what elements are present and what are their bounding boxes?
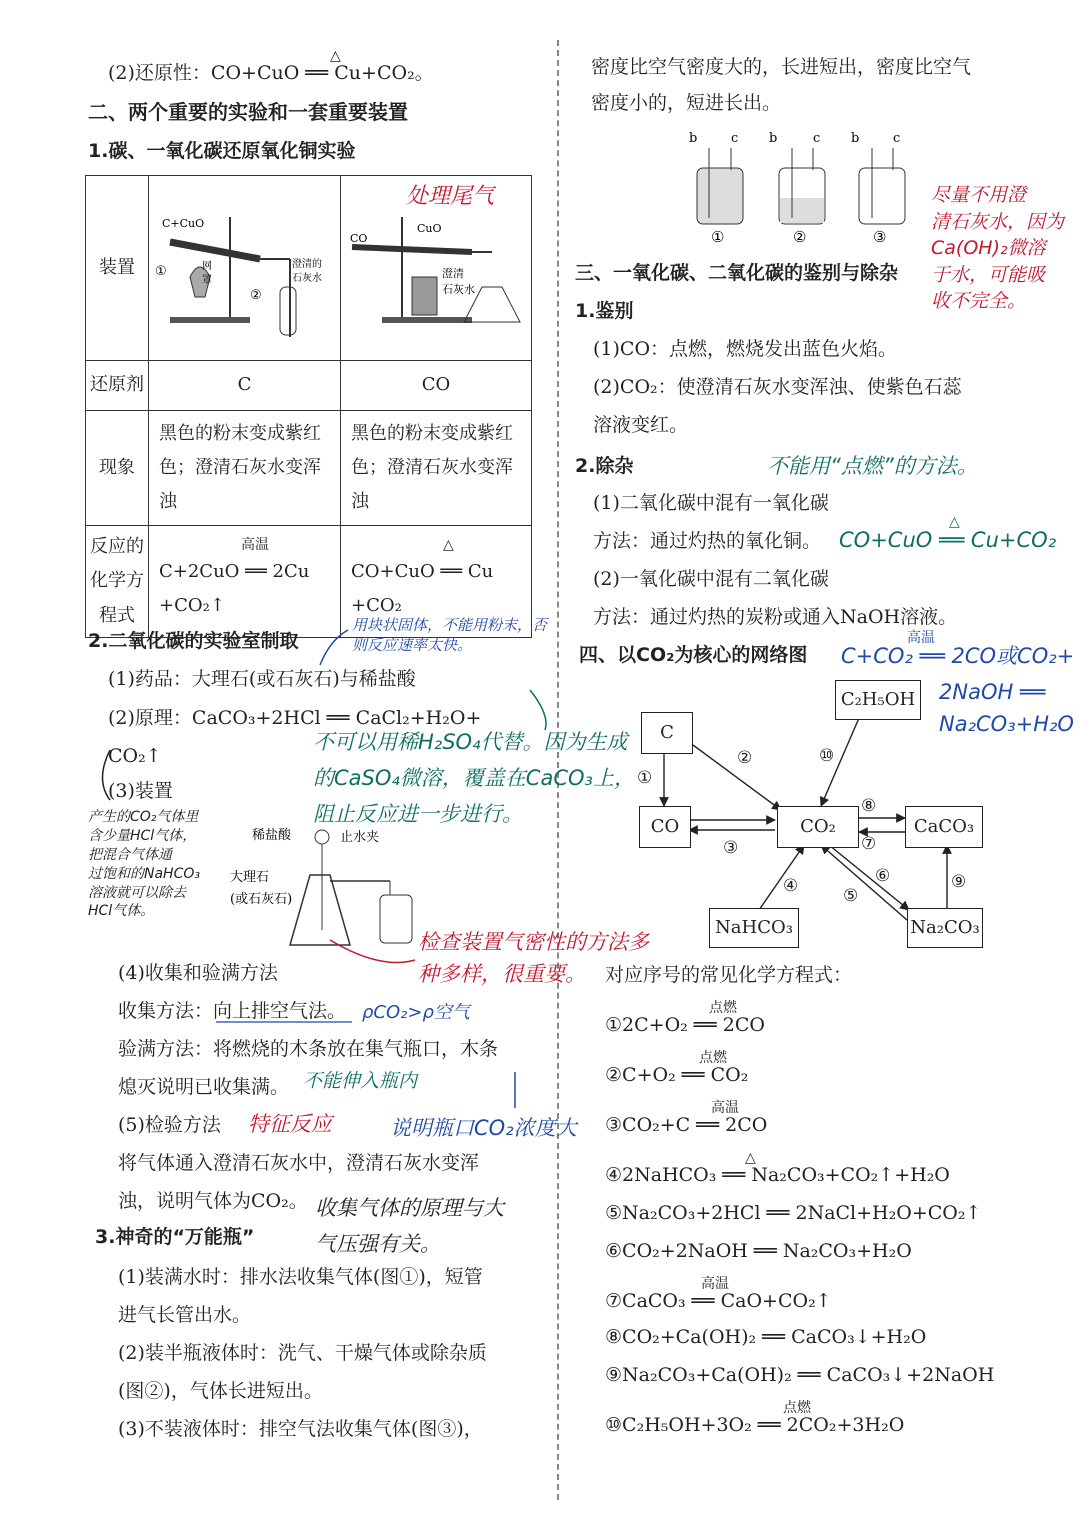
device-title: (3)装置 [108,780,173,802]
bottle-2b: (图②)，气体长进短出。 [118,1380,323,1402]
bottle-3a: (3)不装液体时：排空气法收集气体(图③)， [118,1418,483,1440]
co-apparatus-figure [342,197,530,353]
svg-text:c: c [813,131,821,146]
remove-2: (2)一氧化碳中混有二氧化碳 [593,568,829,590]
experiment-table [85,175,532,638]
identify-co2-1: (2)CO₂：使澄清石灰水变浑浊、使紫色石蕊 [593,376,962,398]
note-block-solid: 用块状固体，不能用粉末，否则反应速率太快。 [352,616,548,654]
arrow-num-6: ⑥ [875,866,891,886]
svg-text:澄清的: 澄清的 [292,259,322,270]
equation-4-condition: △ [745,1150,756,1166]
note-h2so4-2: 的CaSO₄微溶，覆盖在CaCO₃上， [313,766,635,790]
equation-2: ②C+O₂ ══ CO₂ [605,1064,749,1086]
section-3-title: 三、一氧化碳、二氧化碳的鉴别与除杂 [575,262,899,284]
svg-text:b: b [769,131,778,146]
equations-title: 对应序号的常见化学方程式： [605,964,853,986]
note-eq-2: 2NaOH ══ [939,680,1046,704]
svg-text:b: b [851,131,860,146]
node-c: C [641,712,693,754]
svg-text:稀盐酸: 稀盐酸 [252,828,292,843]
note-h2so4-1: 不可以用稀H₂SO₄代替。因为生成 [313,730,628,754]
bottle-1b: 进气长管出水。 [118,1304,252,1326]
arrow-num-1: ① [637,768,653,788]
arrow-num-8: ⑧ [861,796,877,816]
svg-text:CO: CO [350,232,368,245]
equation-4: ④2NaHCO₃ ══ Na₂CO₃+CO₂↑+H₂O [605,1164,950,1186]
reducing-property: (2)还原性：CO+CuO ══ Cu+CO₂。 [108,62,434,84]
note-not-inside: 不能伸入瓶内 [303,1070,418,1092]
note-no-burn: 不能用“点燃”的方法。 [767,454,978,478]
equation-5: ⑤Na₂CO₃+2HCl ══ 2NaCl+H₂O+CO₂↑ [605,1202,982,1224]
equation-9: ⑨Na₂CO₃+Ca(OH)₂ ══ CaCO₃↓+2NaOH [605,1364,995,1386]
arrow-num-7: ⑦ [861,834,877,854]
node-na2co3: Na₂CO₃ [907,908,983,948]
reducer-co: CO [341,360,532,410]
table-head-phenomenon: 现象 [86,410,149,526]
svg-text:网: 网 [202,261,212,272]
remove-1-condition: △ [949,514,960,530]
note-eq-1: C+CO₂ ══ 2CO或CO₂+ [841,644,1075,668]
equation-10: ⑩C₂H₅OH+3O₂ ══ 2CO₂+3H₂O [605,1414,905,1436]
note-airtight-1: 检查装置气密性的方法多 [418,930,649,954]
table-head-device: 装置 [86,176,149,361]
note-hcl: 产生的CO₂气体里 含少量HCl气体， 把混合气体通 过饱和的NaHCO₃ 溶液就可以除去 HCl气体。 [88,809,200,920]
arrow-num-9: ⑨ [951,872,967,892]
bottle-2a: (2)装半瓶液体时：洗气、干燥气体或除杂质 [118,1342,487,1364]
co2-generator-figure [230,815,430,955]
section-4-title: 四、以CO₂为核心的网络图 [579,644,808,666]
test-line-1: 将气体通入澄清石灰水中，澄清石灰水变浑 [118,1152,480,1174]
equation-1-condition: 点燃 [709,1000,737,1016]
svg-text:②: ② [793,228,807,246]
equation-7-condition: 高温 [701,1276,729,1292]
principle-line-2: CO₂↑ [108,745,162,767]
note-h2so4-3: 阻止反应进一步进行。 [313,802,523,826]
equation-3-condition: 高温 [711,1100,739,1116]
phenomenon-co: 黑色的粉末变成紫红色；澄清石灰水变浑浊 [341,410,532,526]
arrow-num-5: ⑤ [843,886,859,906]
note-eq-3: Na₂CO₃+H₂O [939,712,1074,736]
equation-3: ③CO₂+C ══ 2CO [605,1114,768,1136]
identify-title: 1.鉴别 [575,300,634,322]
carbon-apparatus-cell [149,176,341,361]
svg-text:罩: 罩 [202,275,212,286]
node-co: CO [639,806,691,848]
arrow-num-10: ⑩ [819,746,835,766]
note-eq-condition: 高温 [907,630,935,646]
remove-1-method: 方法：通过灼热的氧化铜。 [593,530,822,552]
fig-label-c-cuo: C+CuO [162,217,205,230]
bottle-1a: (1)装满水时：排水法收集气体(图①)，短管 [118,1266,483,1288]
svg-text:①: ① [711,228,725,246]
reducer-c: C [149,360,341,410]
phenomenon-c: 黑色的粉末变成紫红色；澄清石灰水变浑浊 [149,410,341,526]
collect-method: 收集方法：向上排空气法。 [118,1000,347,1022]
section-2-3-title: 3.神奇的“万能瓶” [95,1226,255,1248]
reducing-condition: △ [330,48,341,64]
svg-text:(或石灰石): (或石灰石) [230,892,293,907]
arrow-num-2: ② [737,748,753,768]
svg-text:c: c [893,131,901,146]
svg-text:c: c [731,131,739,146]
full-method-1: 验满方法：将燃烧的木条放在集气瓶口，木条 [118,1038,499,1060]
remove-title: 2.除杂 [575,455,634,477]
node-ethanol: C₂H₅OH [835,680,921,720]
equation-2-condition: 点燃 [699,1050,727,1066]
note-pressure-1: 收集气体的原理与大 [315,1196,504,1220]
remove-1-equation: CO+CuO ══ Cu+CO₂ [839,528,1057,552]
principle-line-1: (2)原理：CaCO₃+2HCl ══ CaCl₂+H₂O+ [108,707,482,729]
remove-2-method: 方法：通过灼热的炭粉或通入NaOH溶液。 [593,606,958,628]
carbon-apparatus-figure [150,187,336,343]
note-density: ρCO₂>ρ空气 [362,1002,470,1023]
note-airtight-2: 种多样，很重要。 [418,962,586,986]
density-line-2: 密度小的，短进长出。 [591,92,782,114]
identify-co: (1)CO：点燃，燃烧发出蓝色火焰。 [593,338,898,360]
table-head-reducer: 还原剂 [86,360,149,410]
svg-text:b: b [689,131,698,146]
equation-1: ①2C+O₂ ══ 2CO [605,1014,765,1036]
node-nahco3: NaHCO₃ [709,908,799,948]
right-column [559,0,1080,1531]
equation-8: ⑧CO₂+Ca(OH)₂ ══ CaCO₃↓+H₂O [605,1326,927,1348]
svg-text:石灰水: 石灰水 [292,273,322,284]
node-co2: CO₂ [777,806,859,848]
equation-co: △ CO+CuO ══ Cu +CO₂ [341,526,532,638]
collect-title: (4)收集和验满方法 [118,962,278,984]
note-limewater: 尽量不用澄 清石灰水，因为 Ca(OH)₂微溶 于水，可能吸 收不完全。 [931,184,1065,313]
equation-7: ⑦CaCO₃ ══ CaO+CO₂↑ [605,1290,832,1312]
co-apparatus-cell [341,176,532,361]
table-head-equation: 反应的化学方程式 [86,526,149,638]
svg-text:大理石: 大理石 [230,870,270,885]
svg-text:②: ② [250,288,262,303]
note-feature: 特征反应 [248,1112,332,1136]
svg-text:澄清: 澄清 [442,267,464,280]
remove-1: (1)二氧化碳中混有一氧化碳 [593,492,829,514]
identify-co2-2: 溶液变红。 [593,414,689,436]
full-method-2: 熄灭说明已收集满。 [118,1076,290,1098]
drug-line: (1)药品：大理石(或石灰石)与稀盐酸 [108,668,416,690]
arrow-num-3: ③ [723,838,739,858]
density-line-1: 密度比空气密度大的，长进短出，密度比空气 [591,56,972,78]
node-caco3: CaCO₃ [905,806,983,848]
note-concentration: 说明瓶口CO₂浓度大 [390,1116,577,1140]
svg-text:石灰水: 石灰水 [442,283,475,296]
equation-10-condition: 点燃 [783,1400,811,1416]
svg-text:①: ① [155,264,167,279]
equation-c: 高温 C+2CuO ══ 2Cu +CO₂↑ [149,526,341,638]
svg-text:③: ③ [873,228,887,246]
arrow-num-4: ④ [783,876,799,896]
section-2-title: 二、两个重要的实验和一套重要装置 [88,100,408,124]
note-pressure-2: 气压强有关。 [315,1232,441,1256]
svg-text:止水夹: 止水夹 [340,830,380,845]
svg-text:CuO: CuO [417,222,442,235]
test-title: (5)检验方法 [118,1114,221,1136]
section-2-1-title: 1.碳、一氧化碳还原氧化铜实验 [88,140,356,162]
test-line-2: 浊，说明气体为CO₂。 [118,1190,308,1212]
note-tail-gas: 处理尾气 [406,184,495,209]
section-2-2-title: 2.二氧化碳的实验室制取 [88,630,299,652]
equation-6: ⑥CO₂+2NaOH ══ Na₂CO₃+H₂O [605,1240,912,1262]
